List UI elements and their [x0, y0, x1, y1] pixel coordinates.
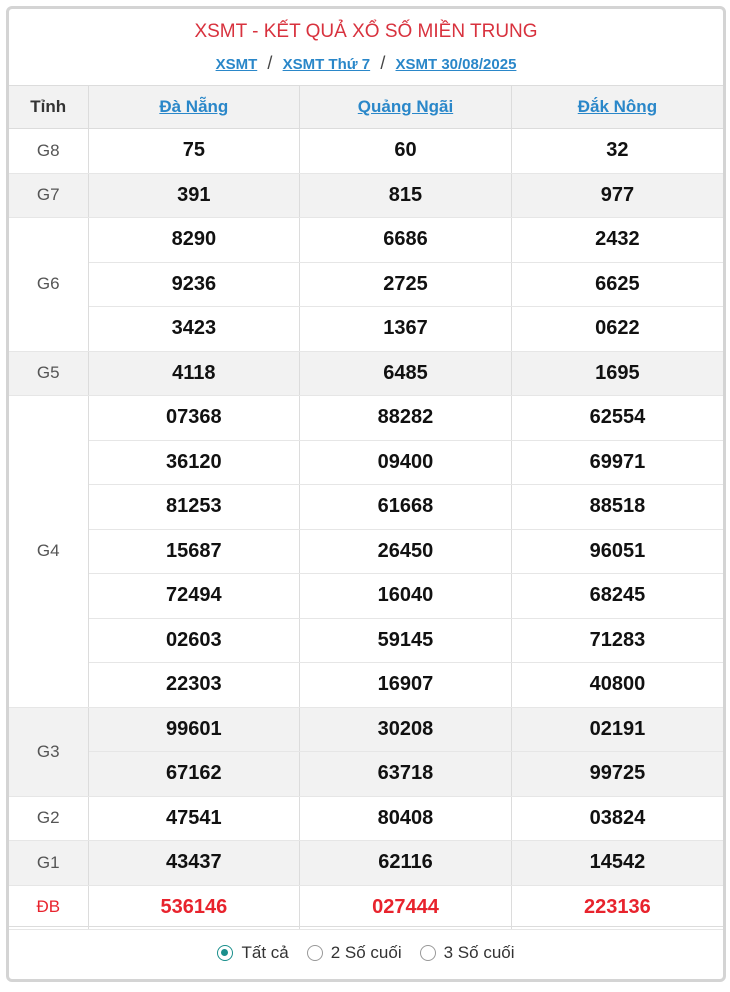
- result-number: 63718: [300, 752, 512, 797]
- breadcrumb-link-xsmt[interactable]: XSMT: [215, 56, 258, 73]
- table-row: [9, 885, 723, 930]
- radio-icon[interactable]: [217, 945, 233, 961]
- result-number: 80408: [300, 796, 512, 841]
- result-number: 391: [88, 173, 300, 218]
- result-number: 71283: [511, 618, 723, 663]
- table-row: [9, 351, 723, 396]
- prize-label: G7: [9, 173, 88, 218]
- table-row: [9, 396, 723, 441]
- table-row: [9, 707, 723, 752]
- results-header: [9, 9, 723, 86]
- filter-option-all[interactable]: [217, 943, 288, 963]
- result-number: 88282: [300, 396, 512, 441]
- result-number: 75: [88, 129, 300, 174]
- table-row: [9, 574, 723, 619]
- table-row: [9, 173, 723, 218]
- filter-option-label: Tất cả: [241, 943, 289, 962]
- result-number: 14542: [511, 841, 723, 886]
- result-number: 1695: [511, 351, 723, 396]
- result-number: 15687: [88, 529, 300, 574]
- result-number: 815: [300, 173, 512, 218]
- prize-label: ĐB: [9, 885, 88, 930]
- result-number: 88518: [511, 485, 723, 530]
- filter-option-last-3[interactable]: [420, 943, 515, 963]
- result-number: 6485: [300, 351, 512, 396]
- prize-label: G8: [9, 129, 88, 174]
- result-number: 07368: [88, 396, 300, 441]
- result-number: 61668: [300, 485, 512, 530]
- result-number: 3423: [88, 307, 300, 352]
- result-number: 60: [300, 129, 512, 174]
- breadcrumb-separator: /: [380, 53, 386, 73]
- result-number: 43437: [88, 841, 300, 886]
- filter-option-label: 3 Số cuối: [443, 943, 515, 962]
- table-row: [9, 529, 723, 574]
- breadcrumb-link-date[interactable]: XSMT 30/08/2025: [395, 56, 517, 73]
- table-row: [9, 841, 723, 886]
- result-number: 02191: [511, 707, 723, 752]
- result-number: 2432: [511, 218, 723, 263]
- result-number: 96051: [511, 529, 723, 574]
- province-link-quang-ngai[interactable]: Quảng Ngãi: [357, 97, 454, 116]
- result-number: 6686: [300, 218, 512, 263]
- province-link-da-nang[interactable]: Đà Nẵng: [159, 97, 229, 116]
- prize-column-header: Tỉnh: [9, 86, 88, 129]
- table-row: [9, 262, 723, 307]
- table-row: [9, 752, 723, 797]
- prize-label: G4: [9, 396, 88, 708]
- results-panel: [6, 6, 726, 982]
- result-number: 16040: [300, 574, 512, 619]
- table-row: [9, 440, 723, 485]
- result-number: 4118: [88, 351, 300, 396]
- prize-label: G3: [9, 707, 88, 796]
- prize-label: G5: [9, 351, 88, 396]
- digit-filter: [9, 926, 723, 979]
- results-table: [9, 86, 723, 930]
- result-number: 67162: [88, 752, 300, 797]
- result-number: 99601: [88, 707, 300, 752]
- filter-option-label: 2 Số cuối: [330, 943, 402, 962]
- breadcrumb-separator: /: [267, 53, 273, 73]
- table-row: [9, 218, 723, 263]
- table-row: [9, 129, 723, 174]
- result-number: 26450: [300, 529, 512, 574]
- result-number: 0622: [511, 307, 723, 352]
- breadcrumb: [9, 53, 723, 75]
- result-number: 81253: [88, 485, 300, 530]
- result-number: 6625: [511, 262, 723, 307]
- page-title: XSMT - KẾT QUẢ XỔ SỐ MIỀN TRUNG: [194, 21, 538, 42]
- prize-label: G1: [9, 841, 88, 886]
- result-number: 977: [511, 173, 723, 218]
- province-link-dak-nong[interactable]: Đắk Nông: [577, 97, 658, 116]
- result-number: 69971: [511, 440, 723, 485]
- result-number: 72494: [88, 574, 300, 619]
- table-row: [9, 485, 723, 530]
- result-number: 2725: [300, 262, 512, 307]
- prize-label: G2: [9, 796, 88, 841]
- table-row: [9, 307, 723, 352]
- result-number: 40800: [511, 663, 723, 708]
- result-number: 22303: [88, 663, 300, 708]
- table-row: [9, 618, 723, 663]
- table-row: [9, 663, 723, 708]
- result-number: 16907: [300, 663, 512, 708]
- result-number: 62554: [511, 396, 723, 441]
- result-number: 59145: [300, 618, 512, 663]
- result-number: 027444: [300, 885, 512, 930]
- result-number: 62116: [300, 841, 512, 886]
- result-number: 03824: [511, 796, 723, 841]
- result-number: 09400: [300, 440, 512, 485]
- result-number: 32: [511, 129, 723, 174]
- breadcrumb-link-weekday[interactable]: XSMT Thứ 7: [282, 56, 371, 73]
- result-number: 223136: [511, 885, 723, 930]
- radio-icon[interactable]: [420, 945, 436, 961]
- result-number: 68245: [511, 574, 723, 619]
- result-number: 1367: [300, 307, 512, 352]
- result-number: 536146: [88, 885, 300, 930]
- result-number: 9236: [88, 262, 300, 307]
- table-row: [9, 796, 723, 841]
- result-number: 02603: [88, 618, 300, 663]
- result-number: 99725: [511, 752, 723, 797]
- radio-icon[interactable]: [307, 945, 323, 961]
- table-header-row: [9, 86, 723, 129]
- result-number: 30208: [300, 707, 512, 752]
- result-number: 47541: [88, 796, 300, 841]
- result-number: 36120: [88, 440, 300, 485]
- filter-option-last-2[interactable]: [307, 943, 402, 963]
- result-number: 8290: [88, 218, 300, 263]
- prize-label: G6: [9, 218, 88, 352]
